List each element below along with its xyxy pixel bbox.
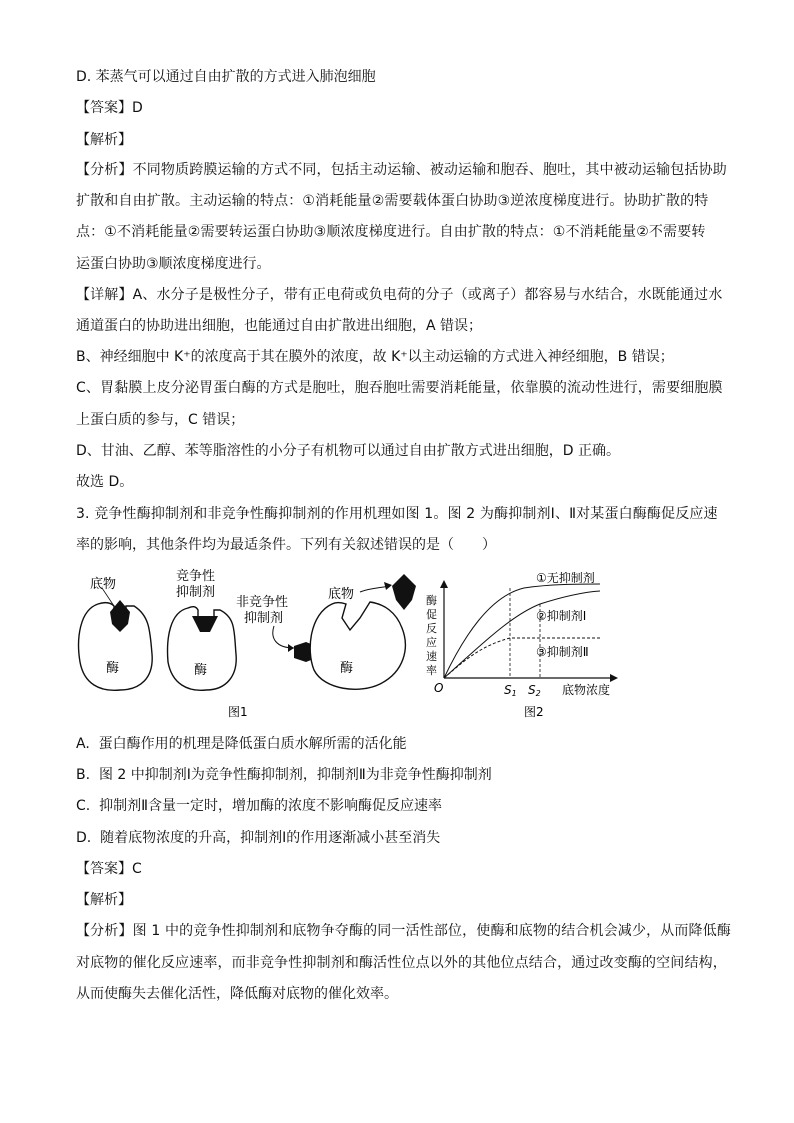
svg-text:酶: 酶 — [426, 594, 437, 607]
svg-text:反: 反 — [426, 622, 437, 635]
answer-label-2: 【答案】C — [76, 861, 142, 877]
answer-label: 【答案】D — [76, 100, 143, 116]
svg-text:速: 速 — [426, 650, 437, 663]
detail-line-3: B、神经细胞中 K⁺的浓度高于其在膜外的浓度，故 K⁺以主动运输的方式进入神经细胞，B 错误； — [76, 349, 674, 365]
curve-no-inhibitor — [444, 584, 600, 678]
svg-text:率: 率 — [426, 664, 437, 677]
curve3-label: ③抑制剂Ⅱ — [536, 645, 589, 659]
conclusion-line: 故选 D。 — [76, 474, 134, 490]
analysis-line-1: 【分析】不同物质跨膜运输的方式不同，包括主动运输、被动运输和胞吞、胞吐，其中被动运输包括协助 — [76, 162, 727, 178]
analysis2-line-3: 从而使酶失去催化活性，降低酶对底物的催化效率。 — [76, 986, 398, 1002]
detail-line-2: 通道蛋白的协助进出细胞，也能通过自由扩散进出细胞，A 错误； — [76, 318, 483, 334]
substrate-label-2: 底物 — [328, 587, 355, 602]
x-axis-label: 底物浓度 — [562, 683, 611, 697]
competitive-label-2: 抑制剂 — [176, 585, 216, 600]
noncompetitive-label-1: 非竞争性 — [236, 595, 289, 610]
enzyme-3-shape — [310, 602, 405, 689]
analysis2-line-2: 对底物的催化反应速率，而非竞争性抑制剂和酶活性位点以外的其他位点结合，通过改变酶的空间结构， — [76, 955, 727, 971]
option-d-previous: D. 苯蒸气可以通过自由扩散的方式进入肺泡细胞 — [76, 69, 376, 85]
option-a: A. 蛋白酶作用的机理是降低蛋白质水解所需的活化能 — [76, 736, 407, 752]
question-3-line-2: 率的影响，其他条件均为最适条件。下列有关叙述错误的是（ ） — [76, 537, 496, 553]
analysis-label: 【解析】 — [76, 132, 132, 148]
analysis-line-2: 扩散和自由扩散。主动运输的特点：①消耗能量②需要载体蛋白协助③逆浓度梯度进行。协助扩散的特 — [76, 193, 709, 209]
enzyme-inhibitor-figure — [70, 566, 630, 724]
y-axis-label — [426, 593, 437, 677]
curve-inhibitor-1 — [444, 591, 600, 678]
option-c: C. 抑制剂Ⅱ含量一定时，增加酶的浓度不影响酶促反应速率 — [76, 798, 443, 814]
question-3-line-1: 3. 竞争性酶抑制剂和非竞争性酶抑制剂的作用机理如图 1。图 2 为酶抑制剂Ⅰ、Ⅱ对某蛋白酶酶促反应速 — [76, 506, 718, 522]
curve2-label: ②抑制剂Ⅰ — [536, 609, 587, 623]
s2-label: S2 — [528, 683, 541, 698]
fig1-enzyme-competitive — [168, 568, 237, 690]
analysis-label-2: 【解析】 — [76, 892, 132, 908]
enzyme-label-1: 酶 — [106, 661, 120, 676]
svg-text:应: 应 — [426, 636, 437, 649]
origin-label: O — [434, 681, 444, 695]
noncompetitive-label-2: 抑制剂 — [244, 611, 284, 626]
curve1-label: ①无抑制剂 — [536, 571, 595, 585]
fig1-enzyme-substrate — [79, 576, 153, 690]
detail-line-6: D、甘油、乙醇、苯等脂溶性的小分子有机物可以通过自由扩散方式进出细胞，D 正确。 — [76, 443, 621, 459]
detail-line-4: C、胃黏膜上皮分泌胃蛋白酶的方式是胞吐，胞吞胞吐需要消耗能量，依靠膜的流动性进行，需要细胞膜 — [76, 380, 723, 396]
svg-text:促: 促 — [426, 608, 437, 621]
option-b: B. 图 2 中抑制剂Ⅰ为竞争性酶抑制剂，抑制剂Ⅱ为非竞争性酶抑制剂 — [76, 767, 492, 783]
detail-line-5: 上蛋白质的参与，C 错误； — [76, 412, 245, 428]
competitive-label-1: 竞争性 — [176, 569, 216, 584]
substrate-label-1: 底物 — [90, 577, 117, 592]
analysis2-line-1: 【分析】图 1 中的竞争性抑制剂和底物争夺酶的同一活性部位，使酶和底物的结合机会减少，从而降低酶 — [76, 923, 732, 939]
fig2-graph — [426, 570, 618, 698]
s1-label: S1 — [504, 683, 517, 698]
analysis-line-3: 点：①不消耗能量②需要转运蛋白协助③顺浓度梯度进行。自由扩散的特点：①不消耗能量②不需要转 — [76, 224, 706, 240]
detail-line-1: 【详解】A、水分子是极性分子，带有正电荷或负电荷的分子（或离子）都容易与水结合，水既能通过水 — [76, 287, 723, 303]
analysis-line-4: 运蛋白协助③顺浓度梯度进行。 — [76, 256, 271, 272]
enzyme-label-2: 酶 — [194, 663, 208, 678]
fig1-noncompetitive — [236, 574, 416, 689]
option-d: D. 随着底物浓度的升高，抑制剂Ⅰ的作用逐渐减小甚至消失 — [76, 830, 441, 846]
enzyme-label-3: 酶 — [340, 661, 354, 676]
fig2-caption: 图2 — [524, 705, 544, 719]
fig1-caption: 图1 — [228, 705, 248, 719]
substrate-shape-2 — [392, 574, 416, 610]
